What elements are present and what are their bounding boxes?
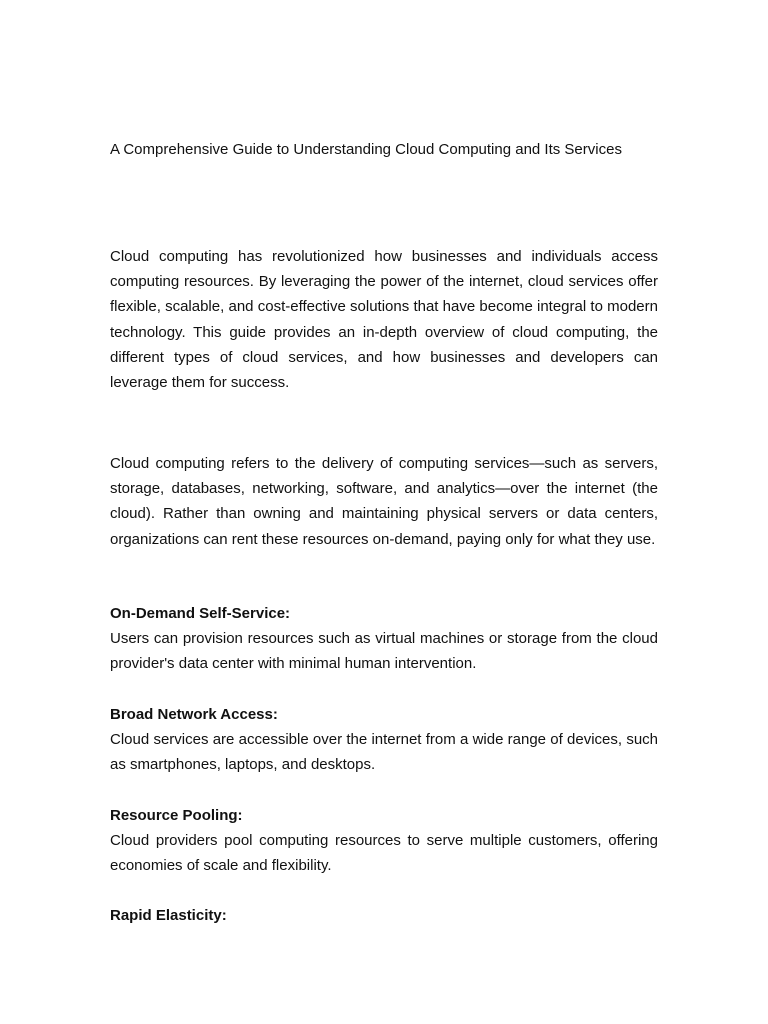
section-rapid-elasticity: [110, 903, 658, 928]
section-heading: Rapid Elasticity:: [110, 907, 227, 924]
intro-paragraph: Cloud computing has revolutionized how businesses and individuals access computing resources. By leveraging the power of the internet, cloud services offer flexible, scalable, and cost-effective solutions that have become integral to modern technology. This guide provides an in-depth overview of cloud computing, the different types of cloud services, and how businesses and developers can leverage them for success.: [110, 248, 658, 392]
section-heading: On-Demand Self-Service:: [110, 605, 291, 622]
section-broad-network-access: [110, 702, 658, 778]
document-title: A Comprehensive Guide to Understanding Cloud Computing and Its Services: [110, 141, 622, 158]
section-body: Cloud services are accessible over the internet from a wide range of devices, such as smartphones, laptops, and desktops.: [110, 731, 658, 774]
section-on-demand-self-service: [110, 601, 658, 677]
section-heading: Resource Pooling:: [110, 807, 243, 824]
section-body: Users can provision resources such as virtual machines or storage from the cloud provider's data center with minimal human intervention.: [110, 630, 658, 673]
definition-paragraph: Cloud computing refers to the delivery of computing services—such as servers, storage, databases, networking, software, and analytics—over the internet (the cloud). Rather than owning and maintaining physical servers or data centers, organizations can rent these resources on-demand, paying only for what they use.: [110, 455, 658, 548]
section-resource-pooling: [110, 803, 658, 879]
section-body: Cloud providers pool computing resources to serve multiple customers, offering economies of scale and flexibility.: [110, 832, 658, 875]
section-heading: Broad Network Access:: [110, 706, 278, 723]
